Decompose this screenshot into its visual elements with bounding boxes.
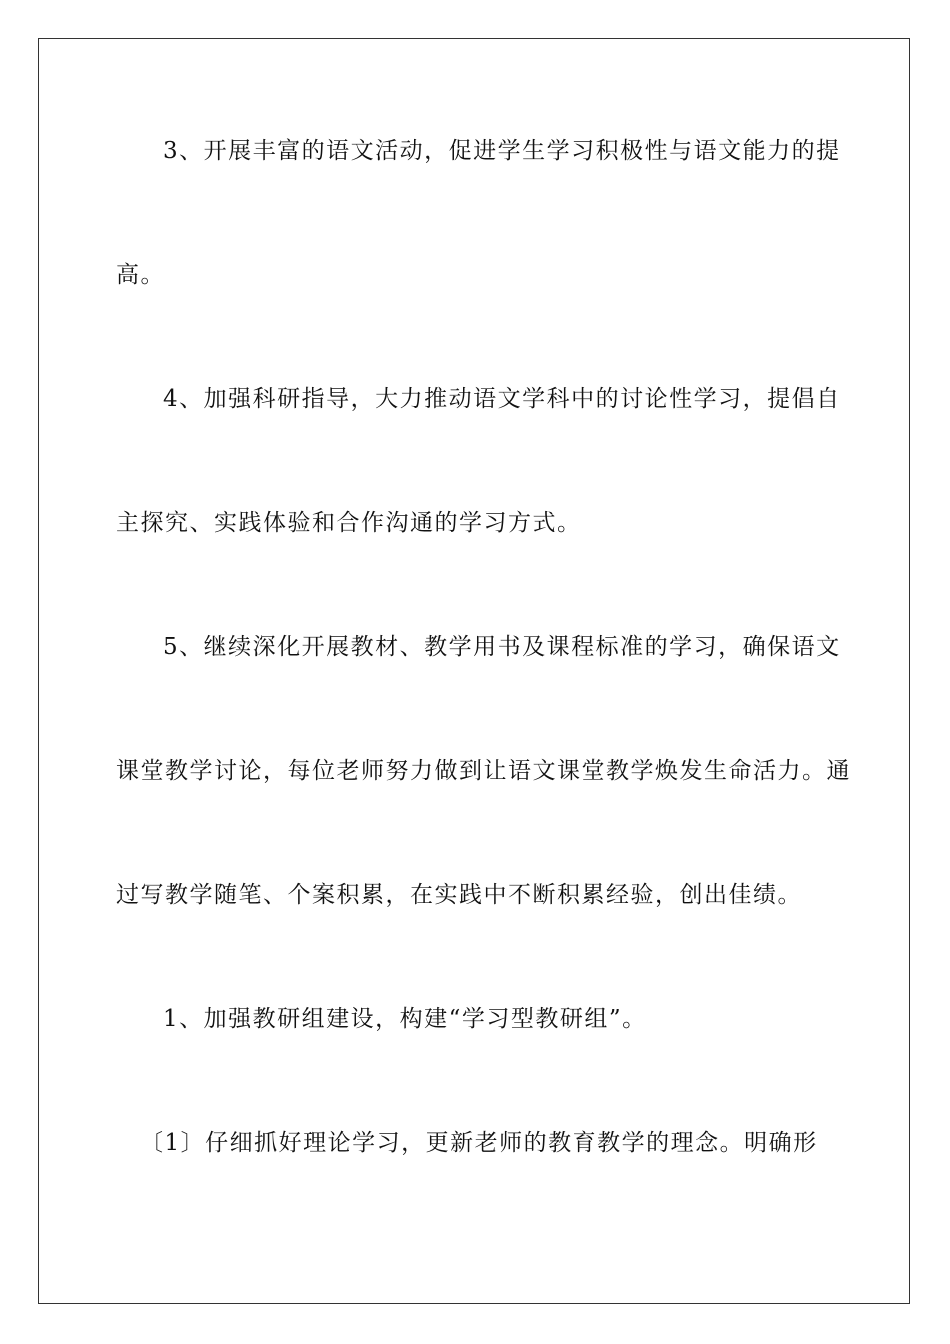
subsection-1-line-1: 〔1〕仔细抓好理论学习，更新老师的教育教学的理念。明确形: [140, 1130, 818, 1156]
paragraph-5-line-2: 课堂教学讨论，每位老师努力做到让语文课堂教学焕发生命活力。通: [116, 758, 851, 784]
section-1-heading: 1、加强教研组建设，构建“学习型教研组”。: [163, 1006, 647, 1032]
paragraph-4-line-2: 主探究、实践体验和合作沟通的学习方式。: [116, 510, 582, 536]
paragraph-3-line-2: 高。: [116, 262, 165, 288]
paragraph-5-line-1: 5、继续深化开展教材、教学用书及课程标准的学习，确保语文: [163, 634, 841, 660]
paragraph-4-line-1: 4、加强科研指导，大力推动语文学科中的讨论性学习，提倡自: [163, 386, 841, 412]
paragraph-5-line-3: 过写教学随笔、个案积累，在实践中不断积累经验，创出佳绩。: [116, 882, 802, 908]
page-border: [38, 38, 910, 1304]
paragraph-3-line-1: 3、开展丰富的语文活动，促进学生学习积极性与语文能力的提: [163, 138, 841, 164]
